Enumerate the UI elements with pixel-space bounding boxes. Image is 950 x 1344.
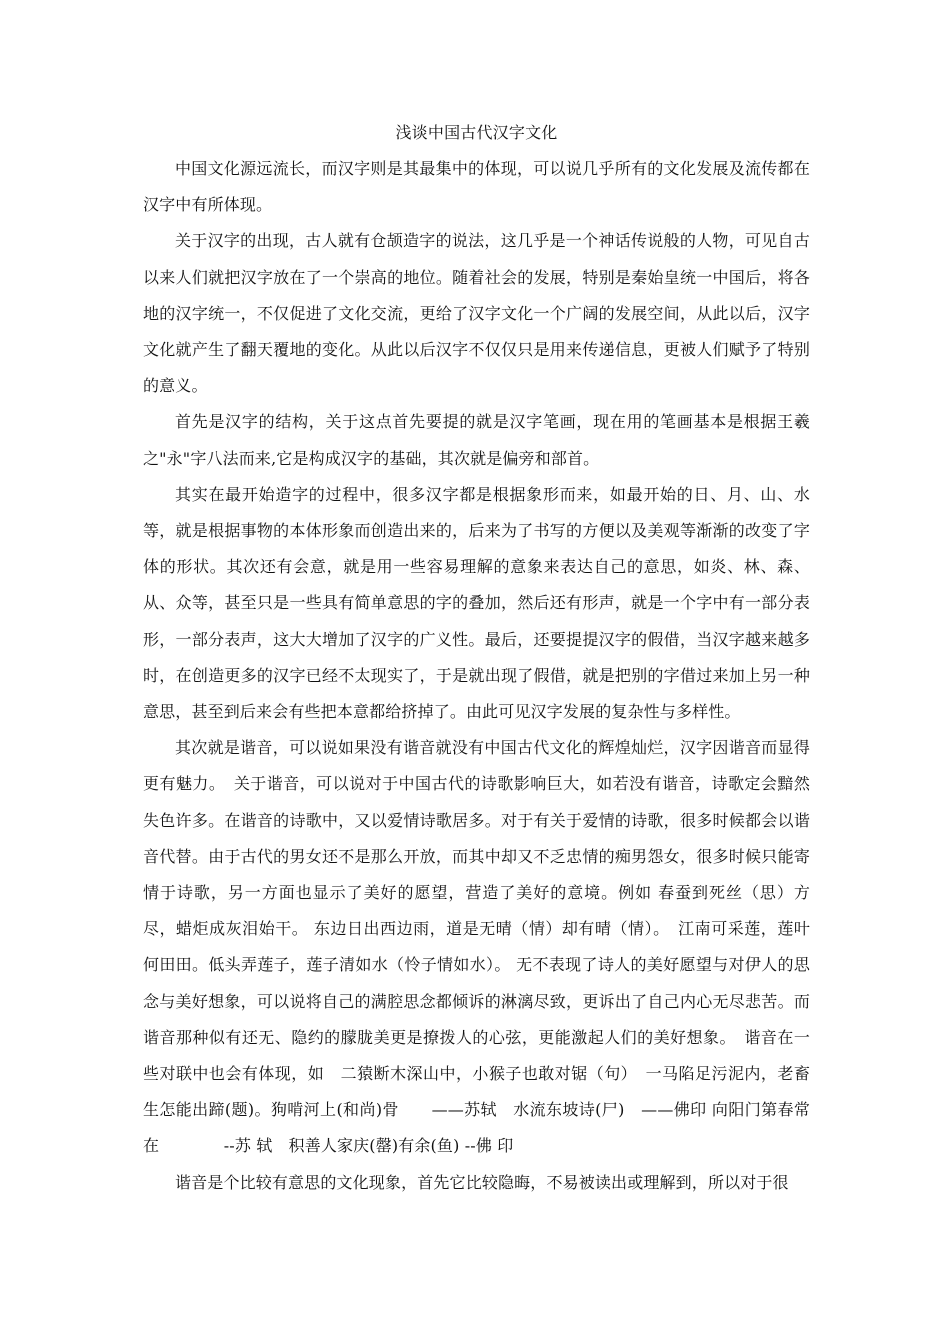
paragraph-6: 谐音是个比较有意思的文化现象，首先它比较隐晦，不易被读出或理解到，所以对于很 [175,1172,789,1192]
paragraph-1: 中国文化源远流长，而汉字则是其最集中的体现，可以说几乎所有的文化发展及流传都在汉字中有所体现。 [143,159,810,215]
paragraph-4: 其实在最开始造字的过程中，很多汉字都是根据象形而来，如最开始的日、月、山、水等，就是根据事物的本体形象而创造出来的，后来为了书写的方便以及美观等渐渐的改变了字体的形状。其次还有会意，就是用一些容易理解的意象来表达自己的意思，如炎、林、森、从、众等，甚至只是一些具有简单意思的字的叠加，然后还有形声，就是一个字中有一部分表形，一部分表声，这大大增加了汉字的广义性。最后，还要提提汉字的假借，当汉字越来越多时，在创造更多的汉字已经不太现实了，于是就出现了假借，就是把别的字借过来加上另一种意思，甚至到后来会有些把本意都给挤掉了。由此可见汉字发展的复杂性与多样性。 [143,484,810,722]
paragraph-2: 关于汉字的出现，古人就有仓颉造字的说法，这几乎是一个神话传说般的人物，可见自古以来人们就把汉字放在了一个崇高的地位。随着社会的发展，特别是秦始皇统一中国后，将各地的汉字统一，不仅促进了文化交流，更给了汉字文化一个广阔的发展空间，从此以后，汉字文化就产生了翻天覆地的变化。从此以后汉字不仅仅只是用来传递信息，更被人们赋予了特别的意义。 [143,231,810,396]
document-page [143,118,810,1201]
paragraph-3: 首先是汉字的结构，关于这点首先要提的就是汉字笔画，现在用的笔画基本是根据王羲之"永"字八法而来,它是构成汉字的基础，其次就是偏旁和部首。 [143,412,810,468]
paragraph-5: 其次就是谐音，可以说如果没有谐音就没有中国古代文化的辉煌灿烂，汉字因谐音而显得更有魅力。 关于谐音，可以说对于中国古代的诗歌影响巨大，如若没有谐音，诗歌定会黯然失色许多。在谐音的诗歌中，又以爱情诗歌居多。对于有关于爱情的诗歌，很多时候都会以谐音代替。由于古代的男女还不是那么开放，而其中却又不乏忠情的痴男怨女，很多时候只能寄情于诗歌，另一方面也显示了美好的愿望，营造了美好的意境。例如 春蚕到死丝（思）方尽，蜡炬成灰泪始干。 东边日出西边雨，道是无晴（情）却有晴（情）。 江南可采莲，莲叶何田田。低头弄莲子，莲子清如水（怜子情如水）。 无不表现了诗人的美好愿望与对伊人的思念与美好想象，可以说将自己的满腔思念都倾诉的淋漓尽致，更诉出了自己内心无尽悲苦。而谐音那种似有还无、隐约的朦胧美更是撩拨人的心弦，更能激起人们的美好想象。 谐音在一些对联中也会有体现，如 二猿断木深山中，小猴子也敢对锯（句） 一马陷足污泥内，老畜生怎能出蹄(题)。狗啃河上(和尚)骨 ——苏轼 水流东坡诗(尸) ——佛印 向阳门第春常在 --苏 轼 积善人家庆(罄)有余(鱼) --佛 印 [143,738,810,1156]
document-title: 浅谈中国古代汉字文化 [395,123,558,142]
